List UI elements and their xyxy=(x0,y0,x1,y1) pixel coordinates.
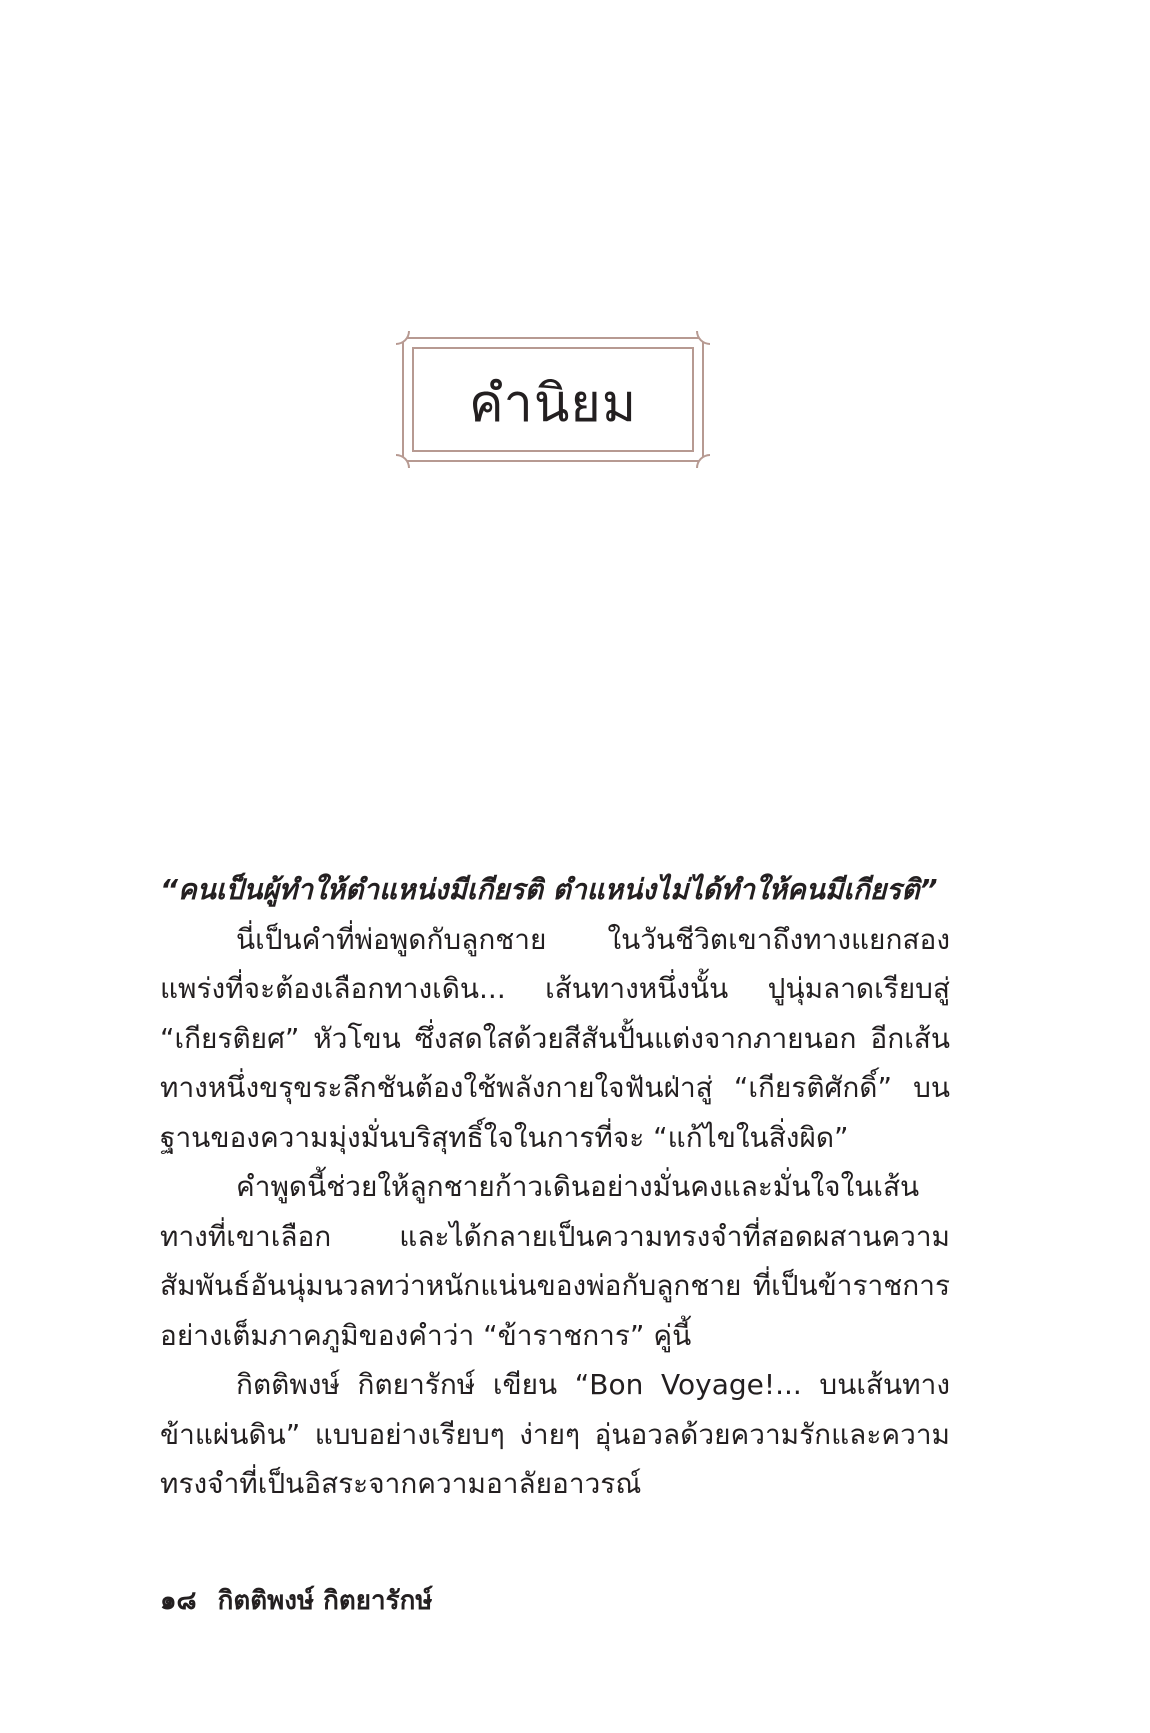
page-number: ๑๘ xyxy=(160,1586,197,1616)
opening-quote: “คนเป็นผู้ทำให้ตำแหน่งมีเกียรติ ตำแหน่งไม่ได้ทำให้คนมีเกียรติ” xyxy=(160,873,938,906)
page-footer xyxy=(160,1580,432,1621)
paragraph: กิตติพงษ์ กิตยารักษ์ เขียน “Bon Voyage!... บนเส้นทางข้าแผ่นดิน” แบบอย่างเรียบๆ ง่ายๆ อุ่นอวลด้วยความรักและความทรงจำที่เป็นอิสระจากความอาลัยอาวรณ์ xyxy=(160,1368,950,1500)
paragraph: คำพูดนี้ช่วยให้ลูกชายก้าวเดินอย่างมั่นคงและมั่นใจในเส้นทางที่เขาเลือก และได้กลายเป็นความทรงจำที่สอดผสานความสัมพันธ์อันนุ่มนวลทว่าหนักแน่นของพ่อกับลูกชาย ที่เป็นข้าราชการอย่างเต็มภาคภูมิของคำว่า “ข้าราชการ” คู่นี้ xyxy=(160,1170,950,1352)
frame-corner-ornament xyxy=(396,331,410,345)
frame-corner-ornament xyxy=(396,454,410,468)
title-frame xyxy=(402,337,704,462)
paragraph: นี่เป็นคำที่พ่อพูดกับลูกชาย ในวันชีวิตเขาถึงทางแยกสองแพร่งที่จะต้องเลือกทางเดิน... เส้นทางหนึ่งนั้น ปูนุ่มลาดเรียบสู่ “เกียรติยศ” หัวโขน ซึ่งสดใสด้วยสีสันปั้นแต่งจากภายนอก อีกเส้นทางหนึ่งขรุขระลึกชันต้องใช้พลังกายใจฟันฝ่าสู่ “เกียรติศักดิ์” บนฐานของความมุ่งมั่นบริสุทธิ์ใจในการที่จะ “แก้ไขในสิ่งผิด” xyxy=(160,922,950,1154)
footer-author: กิตติพงษ์ กิตยารักษ์ xyxy=(217,1586,433,1616)
body-text xyxy=(160,865,950,1509)
frame-corner-ornament xyxy=(696,331,710,345)
frame-corner-ornament xyxy=(696,454,710,468)
page-title: คำนิยม xyxy=(468,374,638,434)
